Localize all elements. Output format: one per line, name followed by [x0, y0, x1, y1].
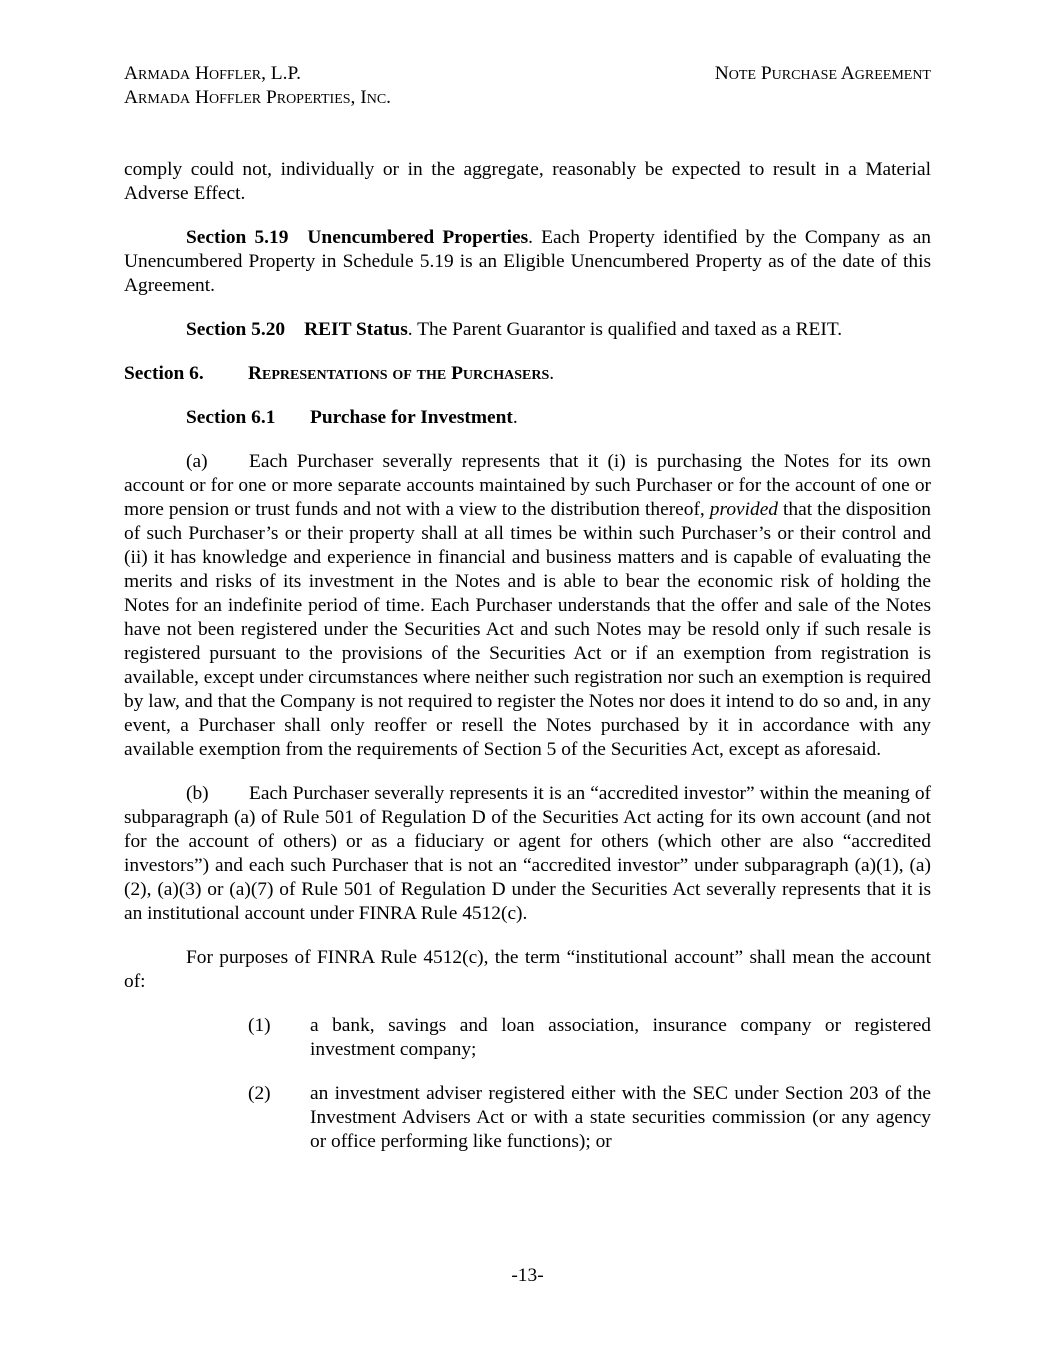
paragraph-a-text-1: Each Purchaser severally represents that it (i) is purchasing the Notes for its own account or for one or more separate accounts maintained by such Purchaser or for the account of one or more pension or trust funds and not with a view to the distribution thereof,: [124, 451, 931, 520]
list-item: [248, 1082, 931, 1154]
section-5-20-text: . The Parent Guarantor is qualified and taxed as a REIT.: [407, 319, 843, 340]
paragraph-a-label: (a): [186, 451, 208, 472]
document-page: [124, 62, 931, 1154]
list-item-text: a bank, savings and loan association, insurance company or registered investment company;: [310, 1015, 931, 1060]
header-document-title: Note Purchase Agreement: [714, 63, 931, 84]
list-item-number: (1): [248, 1015, 271, 1036]
section-6-1-heading: [124, 406, 931, 430]
paragraph-a-text-2: that the disposition of such Purchaser’s or their property shall at all times be within such Purchaser’s or their control and (ii) it has knowledge and experience in financial and business matters and is capable of evaluating the merits and risks of its investment in the Notes and is able to bear the economic risk of holding the Notes for an indefinite period of time. Each Purchaser understands that the offer and sale of the Notes have not been registered under the Securities Act and such Notes may be resold only if such resale is registered pursuant to the provisions of the Securities Act or if an exemption from registration is available, except under circumstances where neither such registration nor such an exemption is required by law, and that the Company is not required to register the Notes nor does it intend to do so and, in any event, a Purchaser shall only reoffer or resell the Notes purchased by it in accordance with any available exemption from the requirements of Section 5 of the Securities Act, except as aforesaid.: [124, 499, 931, 760]
section-5-19-text: . Each Property identified by the Company as an Unencumbered Property in Schedule 5.19 is an Eligible Unencumbered Property as of the date of this Agreement.: [124, 227, 932, 296]
paragraph-b-label: (b): [186, 783, 209, 804]
page-number: -13-: [511, 1265, 544, 1286]
section-5-19: [124, 226, 931, 298]
paragraph-a-italic: provided: [709, 499, 779, 520]
list-item-text: an investment adviser registered either with the SEC under Section 203 of the Investment Advisers Act or with a state securities commission (or any agency or office performing like functions); or: [310, 1083, 931, 1152]
continuation-paragraph: comply could not, individually or in the aggregate, reasonably be expected to result in a Material Adverse Effect.: [124, 159, 931, 204]
section-6-1-suffix: .: [512, 407, 518, 428]
section-6-1-number: Section 6.1: [186, 407, 276, 428]
section-5-20: [124, 318, 931, 342]
section-6-number: Section 6.: [124, 363, 204, 384]
finra-paragraph: For purposes of FINRA Rule 4512(c), the term “institutional account” shall mean the account of:: [124, 947, 931, 992]
header-company-line1: Armada Hoffler, L.P.: [124, 63, 301, 84]
section-6-heading: [124, 362, 931, 386]
paragraph-a: [124, 450, 931, 762]
section-6-title: Representations of the Purchasers: [248, 363, 550, 384]
section-5-20-number: Section 5.20: [186, 319, 286, 340]
running-header: [124, 62, 931, 110]
header-company-line2: Armada Hoffler Properties, Inc.: [124, 87, 392, 108]
paragraph-b: [124, 782, 931, 926]
list-item-number: (2): [248, 1083, 271, 1104]
section-6-1-title: Purchase for Investment: [310, 407, 513, 428]
list-item: [248, 1014, 931, 1062]
section-6-suffix: .: [549, 363, 555, 384]
paragraph-b-text: Each Purchaser severally represents it is an “accredited investor” within the meaning of subparagraph (a) of Rule 501 of Regulation D of the Securities Act acting for its own account (and not for the account of others) or as a fiduciary or agent for others (which other are also “accredited investors”) and each such Purchaser that is not an “accredited investor” under subparagraph (a)(1), (a)(2), (a)(3) or (a)(7) of Rule 501 of Regulation D under the Securities Act severally represents that it is an institutional account under FINRA Rule 4512(c).: [124, 783, 931, 924]
section-5-20-title: REIT Status: [304, 319, 408, 340]
section-5-19-number: Section 5.19: [186, 227, 289, 248]
section-5-19-title: Unencumbered Properties: [307, 227, 529, 248]
